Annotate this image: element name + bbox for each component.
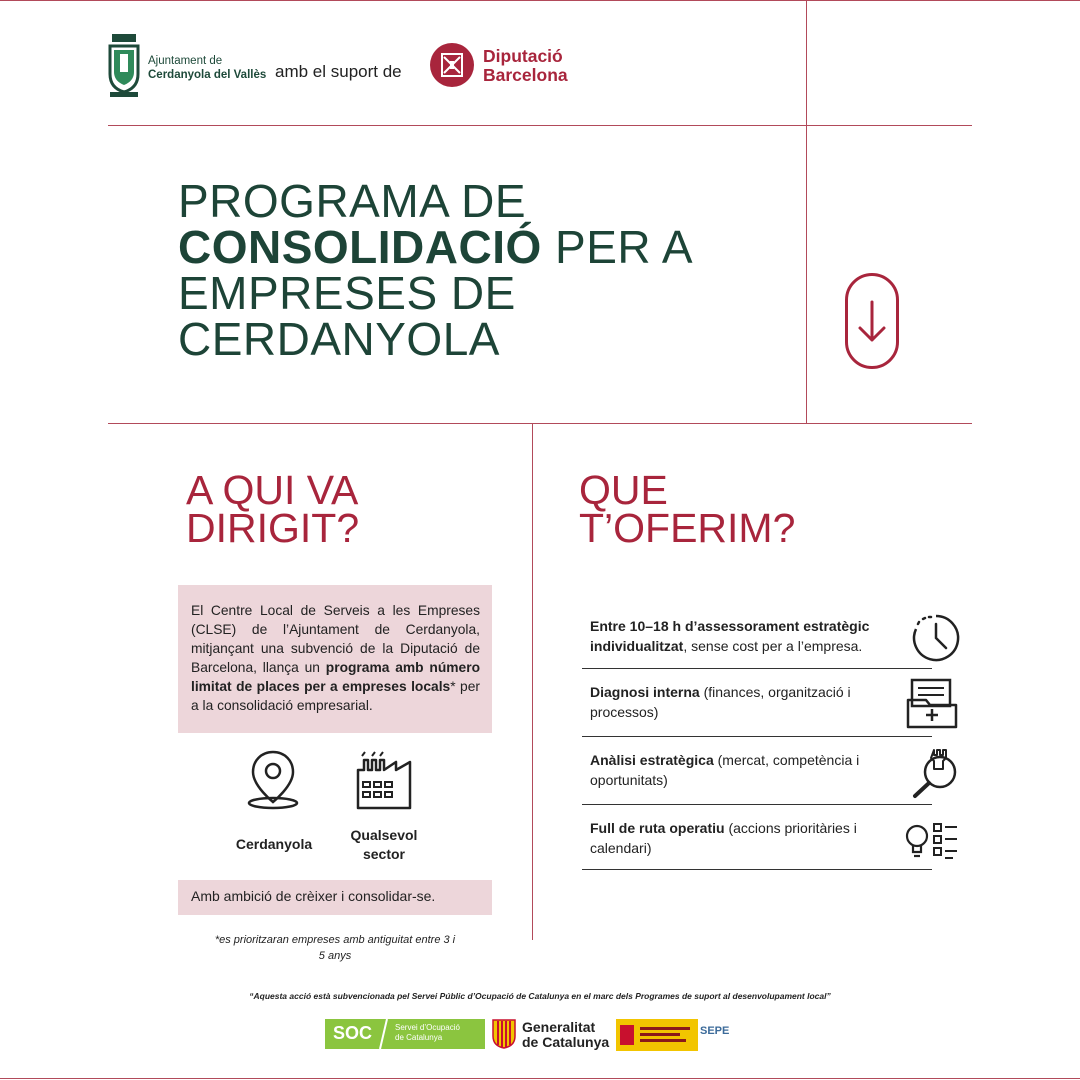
sector-label: Qualsevol sector [350, 827, 418, 862]
divider-vertical-columns [532, 423, 533, 940]
ambition-box: Amb ambició de crèixer i consolidar-se. [178, 880, 492, 915]
diputacio-name: Diputació Barcelona [483, 46, 568, 85]
divider-bottom-edge [0, 1078, 1080, 1079]
clock-icon [908, 610, 964, 666]
divider-header [108, 125, 972, 126]
soc-logo [325, 1019, 485, 1049]
section-heading-offer: QUE T’OFERIM? [579, 467, 796, 551]
ajuntament-name: Ajuntament de Cerdanyola del Vallès [148, 55, 267, 81]
offer-item-roadmap: Full de ruta operatiu (accions prioritàries i calendari) [590, 820, 857, 856]
idea-checklist-icon [904, 814, 960, 870]
offer-divider [582, 668, 932, 669]
divider-vertical-top [806, 0, 807, 423]
chess-magnifier-icon [908, 744, 964, 800]
soc-logo-subtitle: Servei d’Ocupació de Catalunya [395, 1023, 460, 1042]
offer-divider [582, 736, 932, 737]
soc-logo-text: SOC [333, 1023, 373, 1043]
generalitat-logo [491, 1018, 517, 1050]
offer-item-analysis: Anàlisi estratègica (mercat, competència i oportunitats) [590, 752, 860, 788]
generalitat-name: Generalitat de Catalunya [522, 1019, 610, 1050]
divider-middle [108, 423, 972, 424]
sepe-logo: SEPE [700, 1025, 730, 1037]
soc-logo-slash-icon [377, 1019, 391, 1049]
factory-icon [354, 748, 418, 810]
folder-add-icon [904, 676, 960, 732]
offer-divider [582, 804, 932, 805]
support-text: amb el suport de [275, 62, 402, 81]
funding-note: “Aquesta acció està subvencionada pel Servei Públic d’Ocupació de Catalunya en el marc dels Programes de suport al desenvolupament local” [249, 991, 831, 1001]
intro-box: El Centre Local de Serveis a les Empreses (CLSE) de l’Ajuntament de Cerdanyola, mitjançant una subvenció de la Diputació de Barcelona, llança un programa amb número limitat de places per a empreses locals* per a la consolidació empresarial. [178, 585, 492, 733]
ajuntament-logo [106, 34, 142, 98]
diputacio-logo [430, 43, 474, 87]
scroll-down-button[interactable] [845, 273, 899, 369]
offer-item-diagnosis: Diagnosi interna (finances, organització i processos) [590, 684, 851, 720]
ministerio-logo [616, 1019, 698, 1051]
offer-item-advice: Entre 10–18 h d’assessorament estratègic individualitzat, sense cost per a l’empresa. [590, 618, 870, 654]
location-pin-icon [246, 748, 300, 810]
arrow-down-icon [848, 276, 896, 366]
priority-note: *es prioritzaran empreses amb antiguitat entre 3 i 5 anys [214, 934, 456, 962]
divider-top-edge [0, 0, 1080, 1]
offer-divider [582, 869, 932, 870]
location-label: Cerdanyola [235, 836, 313, 852]
section-heading-target: A QUI VA DIRIGIT? [186, 467, 360, 551]
page-title: PROGRAMA DE CONSOLIDACIÓ PER A EMPRESES DE CERDANYOLA [178, 175, 694, 365]
